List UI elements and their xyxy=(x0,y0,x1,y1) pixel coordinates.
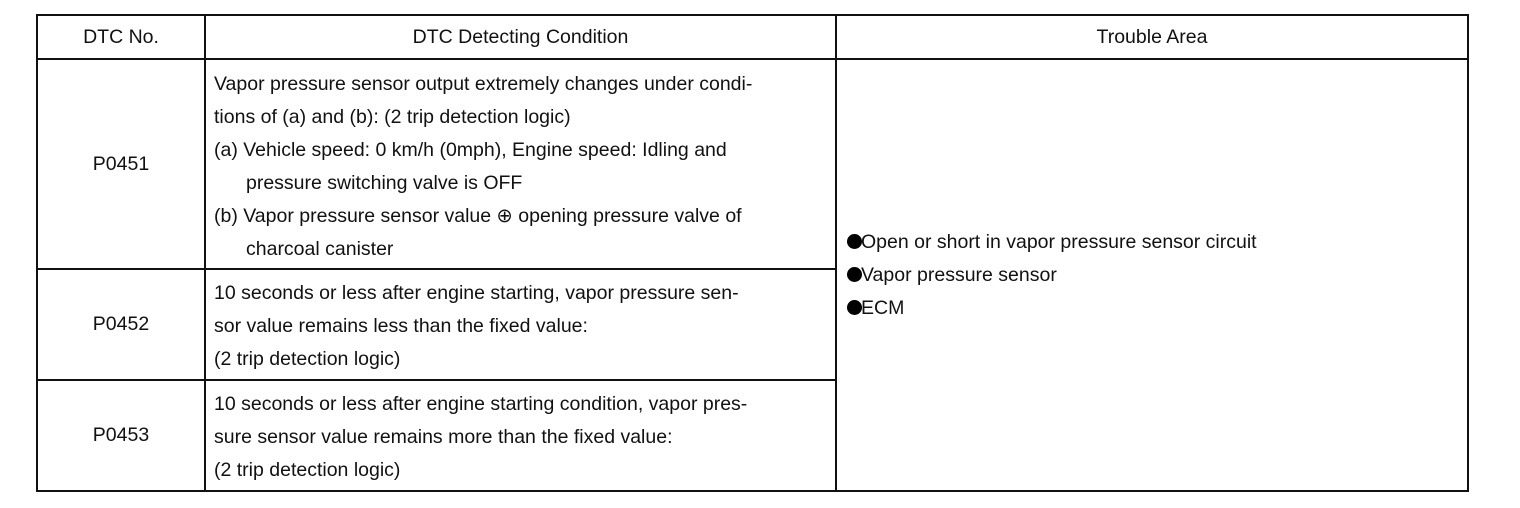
trouble-area-item xyxy=(847,226,1467,259)
trouble-area-item xyxy=(847,259,1467,292)
table-row xyxy=(37,59,1468,269)
detecting-condition xyxy=(205,380,836,491)
trouble-area-text: Vapor pressure sensor xyxy=(861,263,1057,286)
trouble-area xyxy=(836,59,1468,491)
condition-line: tions of (a) and (b): (2 trip detection logic) xyxy=(214,106,571,128)
detecting-condition xyxy=(205,269,836,380)
dtc-code: P0451 xyxy=(37,59,205,269)
bullet-icon xyxy=(847,300,862,315)
header-detecting-condition: DTC Detecting Condition xyxy=(205,15,836,59)
header-row xyxy=(37,15,1468,59)
header-dtc-no: DTC No. xyxy=(37,15,205,59)
dtc-table xyxy=(36,14,1469,492)
condition-line: sure sensor value remains more than the fixed value: xyxy=(214,426,673,448)
condition-line: 10 seconds or less after engine starting, vapor pressure sen- xyxy=(214,282,739,304)
bullet-icon xyxy=(847,234,862,249)
condition-line: (2 trip detection logic) xyxy=(214,348,401,370)
trouble-area-text: ECM xyxy=(861,296,905,319)
condition-line: 10 seconds or less after engine starting condition, vapor pres- xyxy=(214,393,748,415)
condition-line: Vapor pressure sensor output extremely changes under condi- xyxy=(214,73,753,95)
bullet-icon xyxy=(847,267,862,282)
condition-line: (a) Vehicle speed: 0 km/h (0mph), Engine speed: Idling and xyxy=(214,139,727,161)
condition-line: charcoal canister xyxy=(246,238,394,260)
trouble-area-text: Open or short in vapor pressure sensor circuit xyxy=(861,230,1257,253)
condition-line: pressure switching valve is OFF xyxy=(246,172,523,194)
condition-line: (b) Vapor pressure sensor value ⊕ opening pressure valve of xyxy=(214,205,742,227)
header-trouble-area: Trouble Area xyxy=(836,15,1468,59)
trouble-area-item xyxy=(847,292,1467,325)
dtc-code: P0452 xyxy=(37,269,205,380)
condition-line: (2 trip detection logic) xyxy=(214,459,401,481)
dtc-code: P0453 xyxy=(37,380,205,491)
detecting-condition xyxy=(205,59,836,269)
condition-line: sor value remains less than the fixed value: xyxy=(214,315,588,337)
